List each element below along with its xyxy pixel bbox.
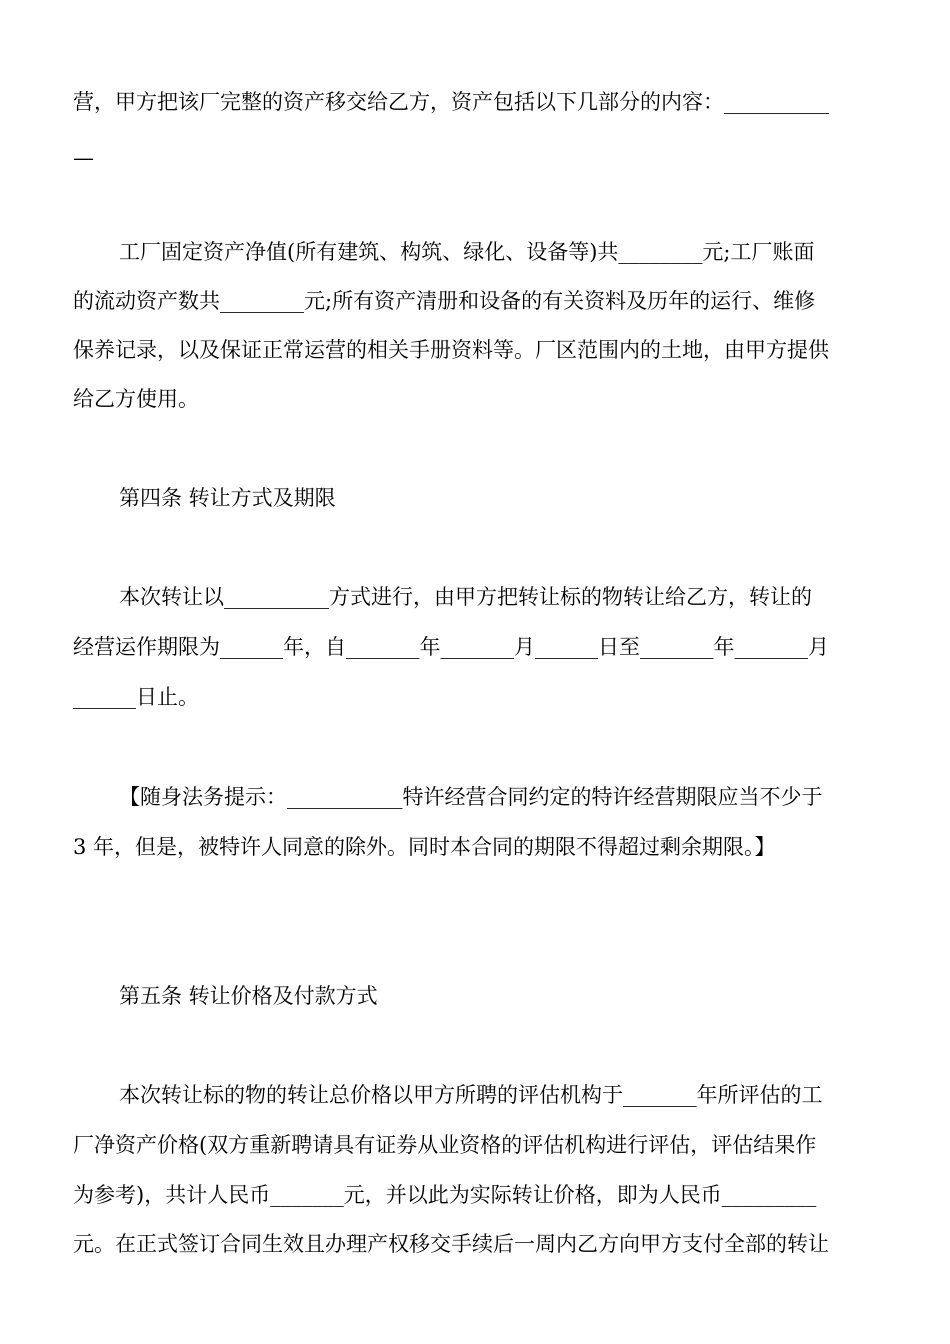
paragraph-line: 的流动资产数共________元;所有资产清册和设备的有关资料及历年的运行、维修 xyxy=(73,289,816,313)
paragraph-line: 经营运作期限为______年，自_______年_______月______日至_______年_______月 xyxy=(73,635,829,659)
paragraph-line: 本次转让以__________方式进行，由甲方把转让标的物转让给乙方，转让的 xyxy=(119,585,812,609)
paragraph-line: 保养记录，以及保证正常运营的相关手册资料等。厂区范围内的土地，由甲方提供 xyxy=(73,338,829,362)
section-heading: 第五条 转让价格及付款方式 xyxy=(119,984,378,1008)
paragraph-line: ______日止。 xyxy=(73,685,199,709)
legal-tip-line: 3 年，但是，被特许人同意的除外。同时本合同的期限不得超过剩余期限。】 xyxy=(73,835,776,859)
paragraph-line: — xyxy=(73,146,94,170)
paragraph-line: 为参考)，共计人民币_______元，并以此为实际转让价格，即为人民币_________ xyxy=(73,1183,817,1207)
paragraph-line: 元。在正式签订合同生效且办理产权移交手续后一周内乙方向甲方支付全部的转让 xyxy=(73,1232,829,1256)
paragraph-line: 营，甲方把该厂完整的资产移交给乙方，资产包括以下几部分的内容：__________ xyxy=(73,90,829,114)
legal-tip-line: 【随身法务提示：___________特许经营合同约定的特许经营期限应当不少于 xyxy=(119,785,823,809)
paragraph-line: 厂净资产价格(双方重新聘请具有证券从业资格的评估机构进行评估，评估结果作 xyxy=(73,1133,817,1157)
section-heading: 第四条 转让方式及期限 xyxy=(119,486,336,510)
paragraph-line: 工厂固定资产净值(所有建筑、构筑、绿化、设备等)共________元;工厂账面 xyxy=(119,240,815,264)
paragraph-line: 给乙方使用。 xyxy=(73,387,199,411)
paragraph-line: 本次转让标的物的转让总价格以甲方所聘的评估机构于_______年所评估的工 xyxy=(119,1083,823,1107)
